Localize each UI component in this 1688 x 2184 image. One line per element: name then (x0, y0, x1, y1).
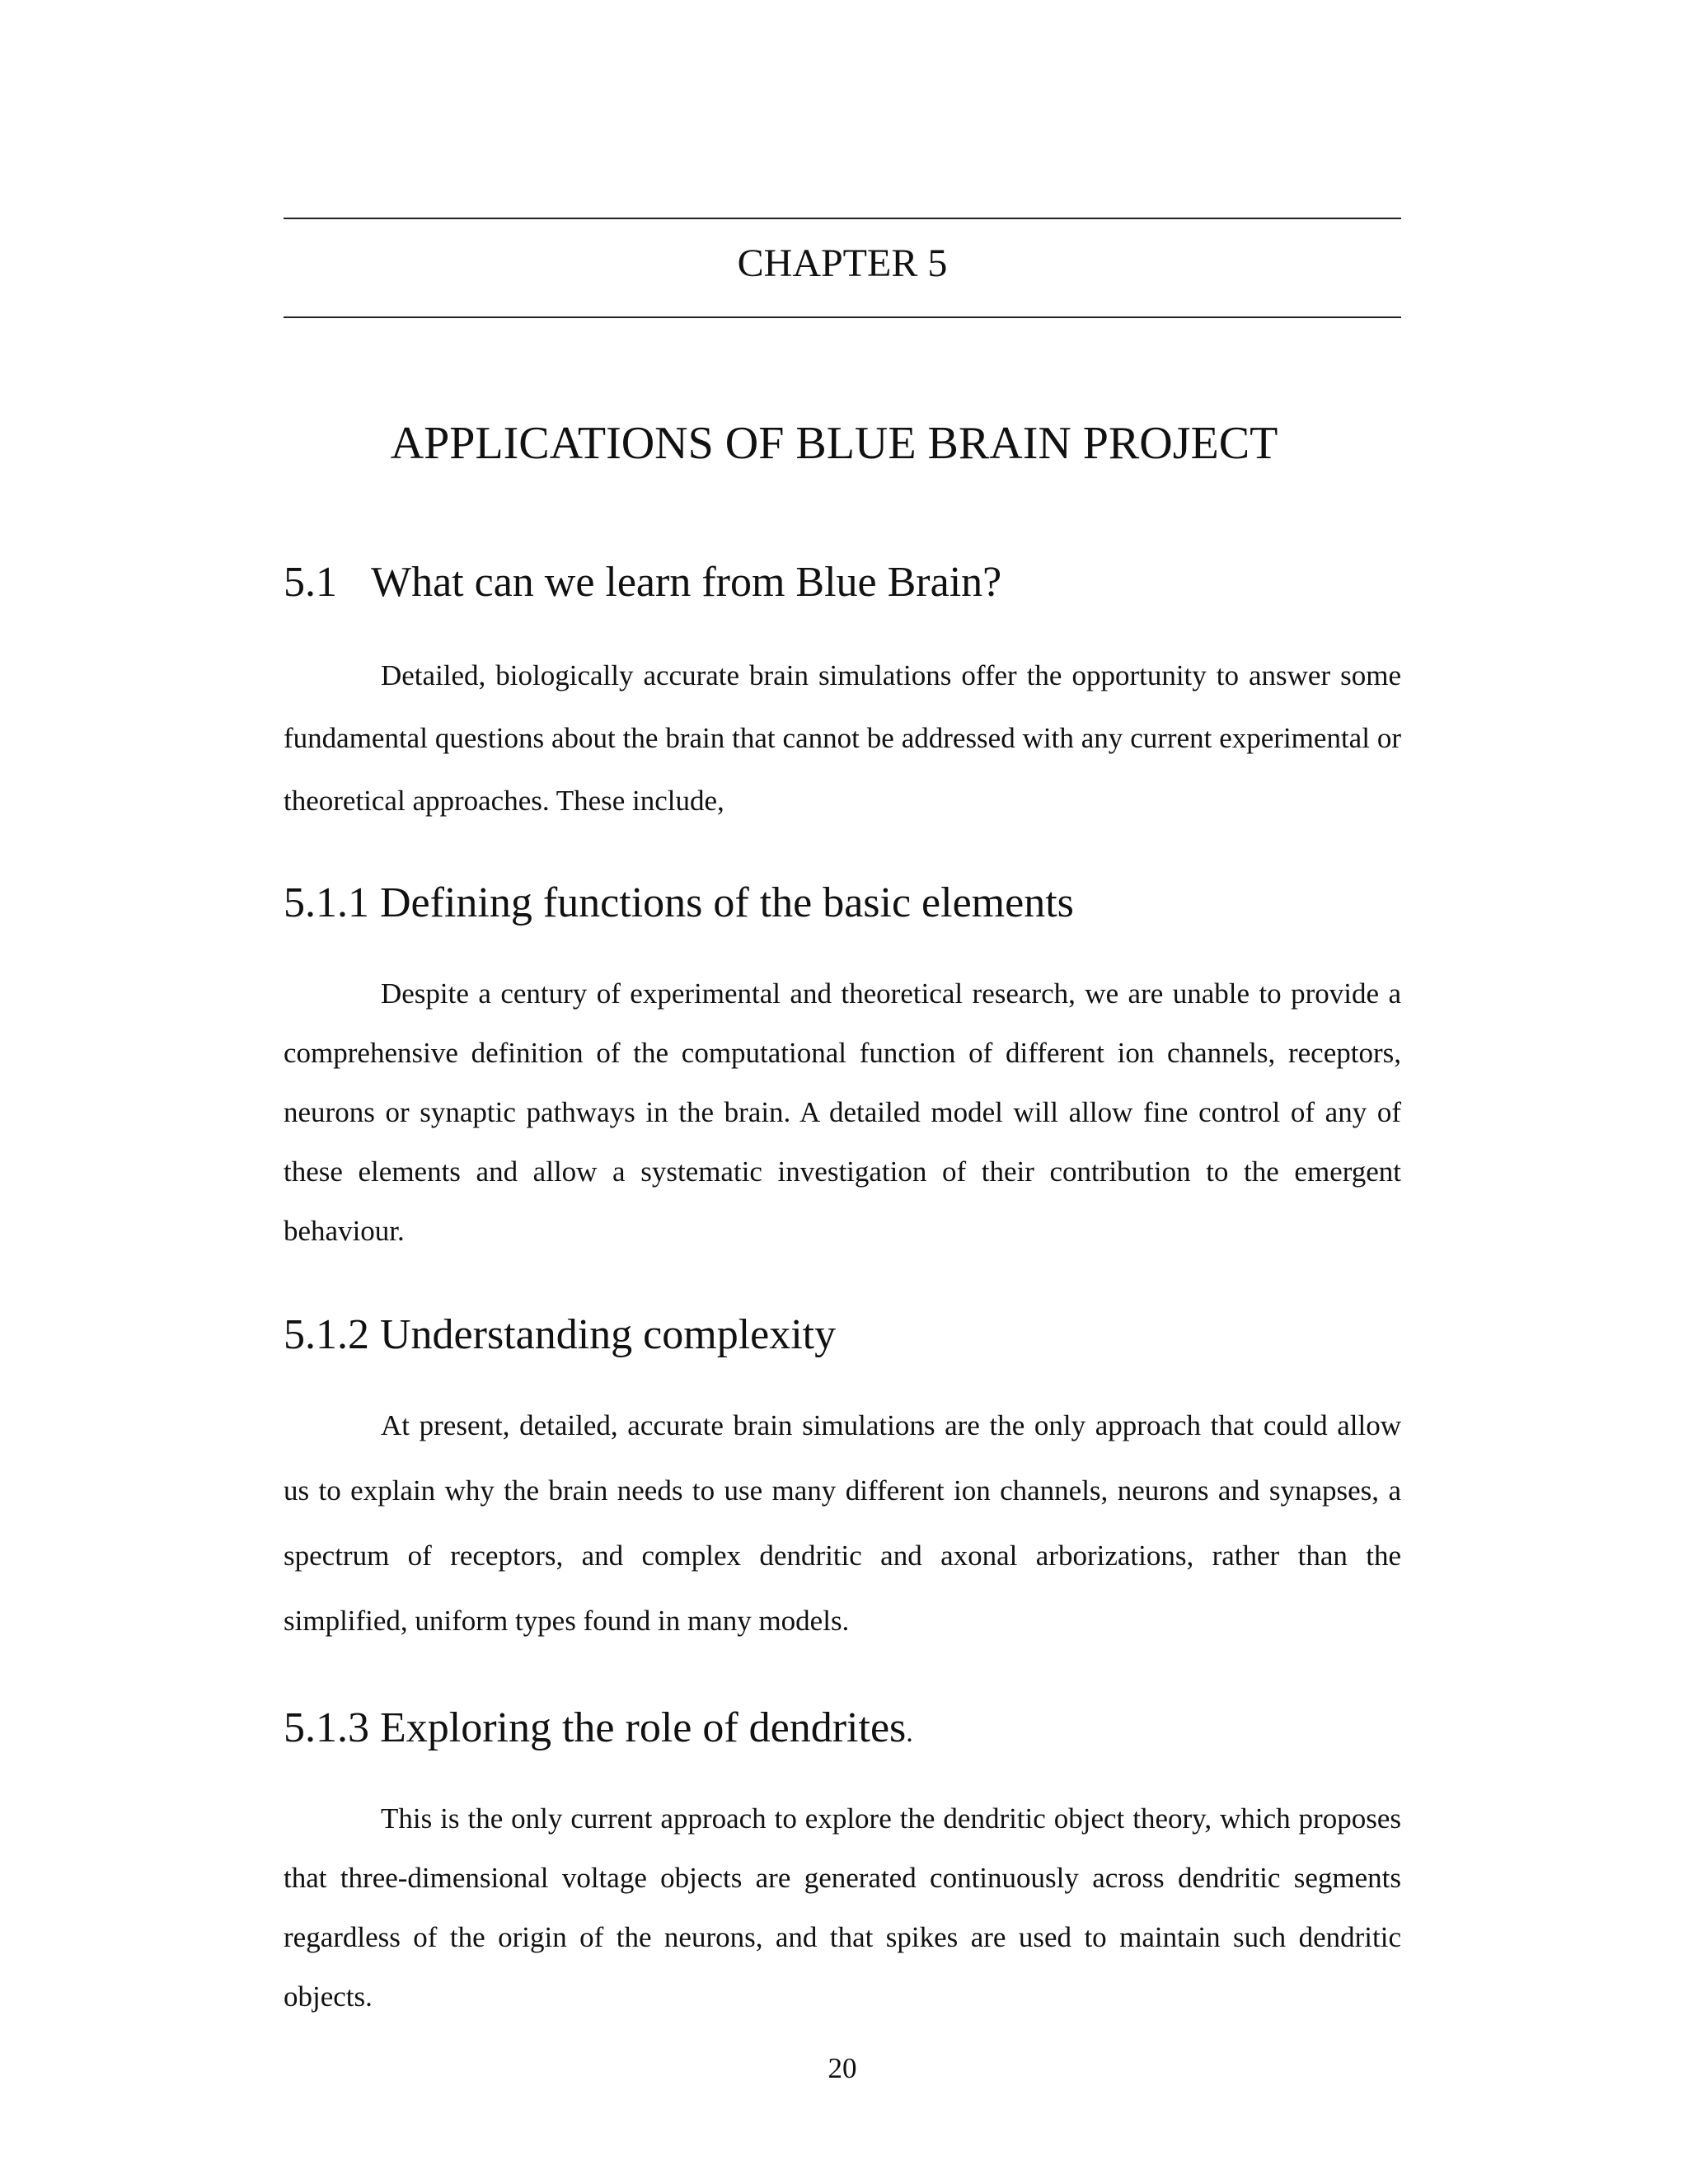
subsection-title: 5.1.3 Exploring the role of dendrites (284, 1704, 907, 1751)
page-number: 20 (828, 2052, 857, 2084)
section-title: What can we learn from Blue Brain? (371, 559, 1002, 606)
intro-paragraph: Detailed, biologically accurate brain simulations offer the opportunity to answer some fundamental questions about the brain that cannot be addressed with any current experimental or theoretical approaches. These include, (284, 659, 1401, 817)
chapter-label: CHAPTER 5 (737, 241, 948, 285)
chapter-bottom-rule (284, 316, 1401, 318)
subsection-paragraph-5-1-1: Despite a century of experimental and theoretical research, we are unable to provide a comprehensive definition of the computational function of different ion channels, receptors, neurons or synaptic pathways in the brain. A detailed model will allow fine control of any of these elements and allow a systematic investigation of their contribution to the emergent behaviour. (284, 977, 1401, 1247)
chapter-top-rule (284, 218, 1401, 219)
subsection-heading-5-1-3 (284, 1700, 913, 1761)
subsection-heading-5-1-1: 5.1.1 Defining functions of the basic elements (284, 879, 1074, 926)
section-number: 5.1 (284, 559, 337, 606)
subsection-heading-5-1-2: 5.1.2 Understanding complexity (284, 1311, 837, 1358)
heading-period: . (906, 1718, 913, 1748)
chapter-title: APPLICATIONS OF BLUE BRAIN PROJECT (390, 418, 1278, 469)
section-heading-5-1 (284, 554, 1001, 612)
subsection-paragraph-5-1-2: At present, detailed, accurate brain simulations are the only approach that could allow us to explain why the brain needs to use many different ion channels, neurons and synapses, a spectrum of receptors, and complex dendritic and axonal arborizations, rather than the simplified, uniform types found in many models. (284, 1409, 1401, 1637)
subsection-paragraph-5-1-3: This is the only current approach to explore the dendritic object theory, which proposes that three-dimensional voltage objects are generated continuously across dendritic segments regardless of the origin of the neurons, and that spikes are used to maintain such dendritic objects. (284, 1802, 1401, 2013)
